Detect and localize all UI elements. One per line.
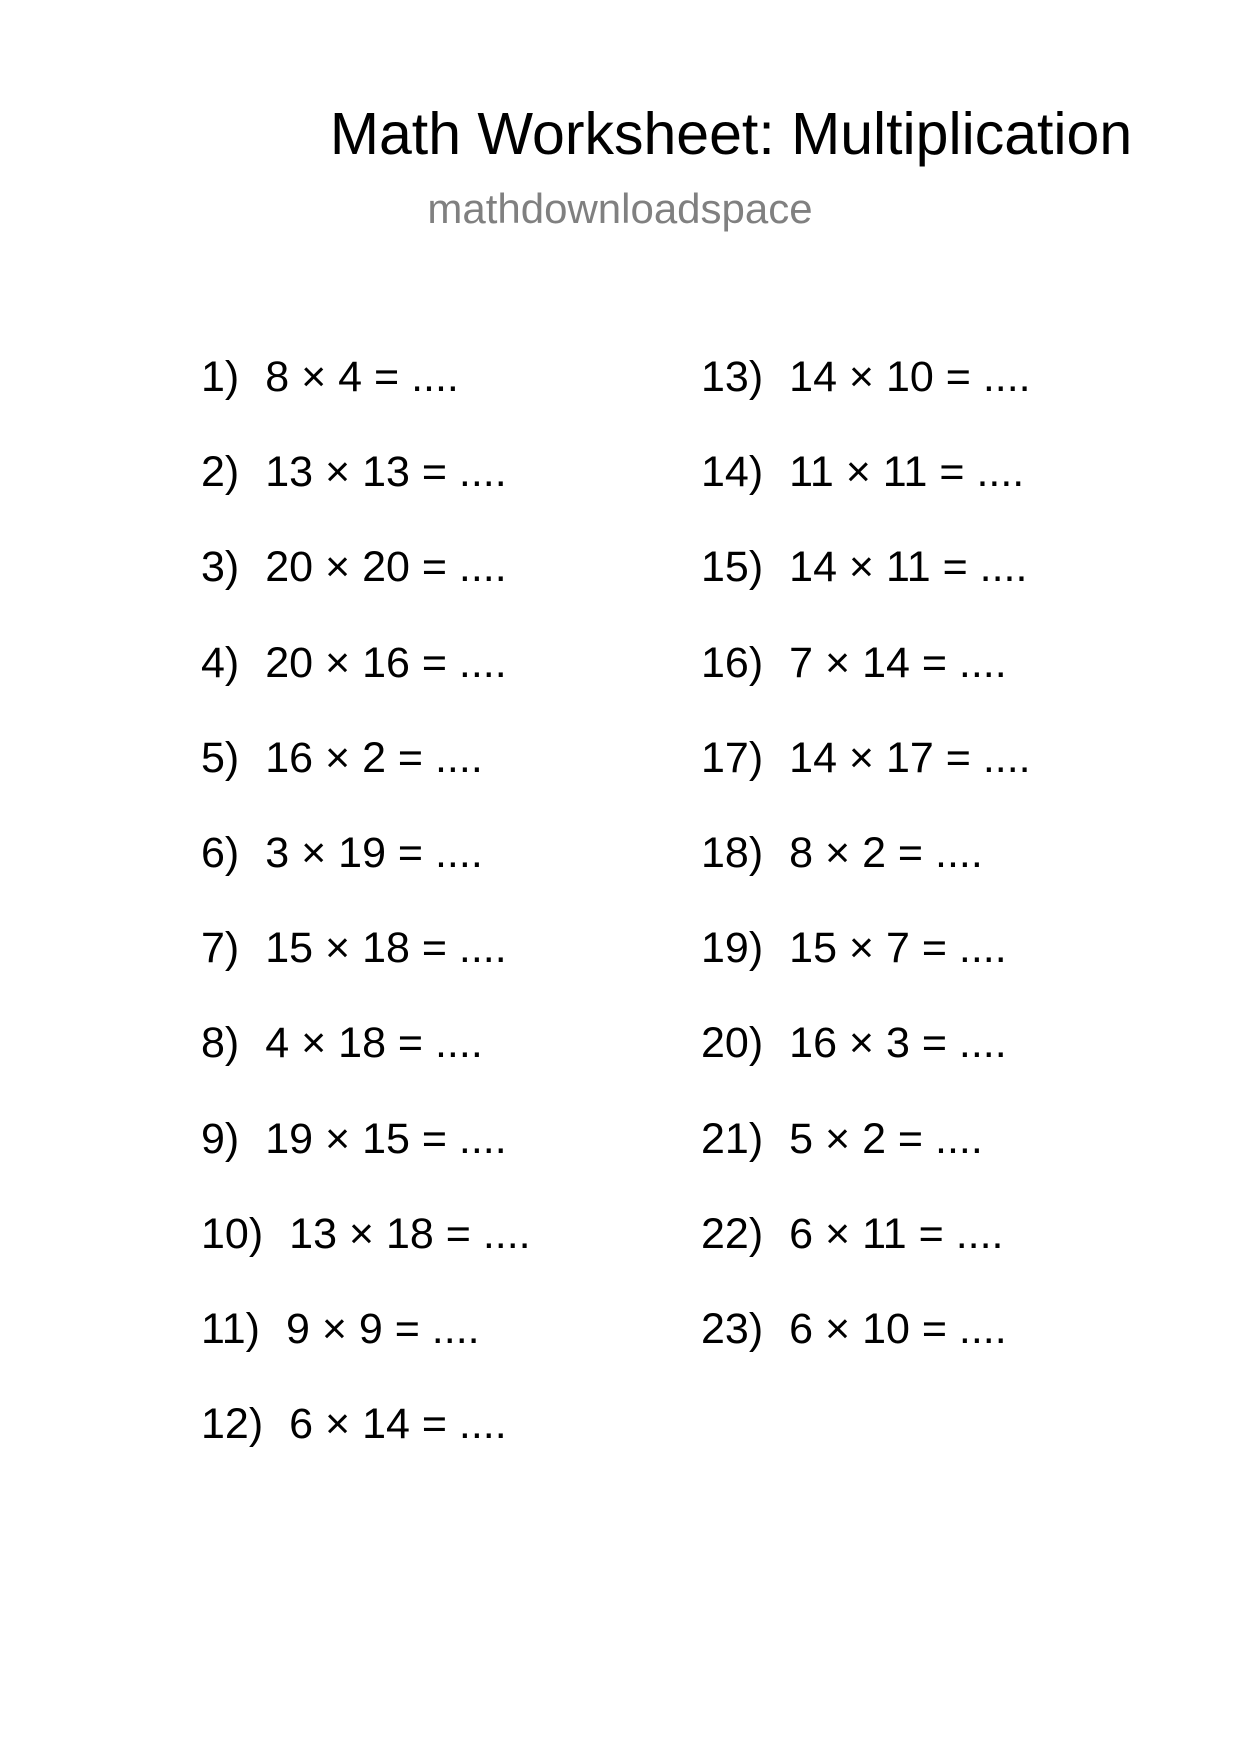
problem-expression: 16 × 3 = ....	[789, 1019, 1007, 1068]
problem-number: 23)	[701, 1304, 764, 1353]
problem-number: 14)	[701, 448, 764, 497]
problem-number: 18)	[701, 828, 764, 877]
problem-number: 13)	[701, 353, 764, 401]
problem-expression: 14 × 11 = ....	[789, 543, 1028, 592]
problem-number: 3)	[201, 543, 240, 592]
problem-number: 15)	[701, 543, 764, 592]
problem-expression: 9 × 9 = ....	[285, 1304, 480, 1353]
problems-column-right	[701, 352, 1031, 1399]
problem-expression: 5 × 2 = ....	[789, 1114, 983, 1163]
problem-item	[201, 638, 531, 733]
problem-item	[201, 828, 531, 923]
problem-item	[701, 1209, 1031, 1304]
problem-expression: 16 × 2 = ....	[265, 733, 483, 782]
worksheet-title: Math Worksheet: Multiplication	[329, 101, 1133, 167]
problem-expression: 13 × 18 = ....	[289, 1209, 531, 1258]
problem-expression: 19 × 15 = ....	[265, 1114, 507, 1163]
problem-number: 2)	[201, 448, 240, 497]
problem-item	[201, 733, 531, 828]
problem-expression: 8 × 2 = ....	[789, 828, 983, 877]
problem-number: 17)	[701, 733, 764, 782]
problem-expression: 3 × 19 = ....	[265, 828, 483, 877]
problem-item	[201, 447, 531, 542]
problem-item	[701, 733, 1031, 828]
problem-item	[201, 1114, 531, 1209]
problem-number: 22)	[701, 1209, 764, 1258]
problem-expression: 6 × 10 = ....	[789, 1304, 1007, 1353]
problem-item	[701, 542, 1031, 637]
problem-expression: 15 × 18 = ....	[265, 924, 507, 973]
problem-item	[701, 447, 1031, 542]
problem-item	[701, 352, 1031, 447]
problem-expression: 8 × 4 = ....	[265, 353, 459, 401]
problem-expression: 20 × 20 = ....	[265, 543, 507, 592]
problem-number: 8)	[201, 1019, 240, 1068]
problem-item	[701, 1304, 1031, 1399]
problem-item	[201, 352, 531, 447]
problem-expression: 11 × 11 = ....	[789, 448, 1025, 497]
problem-item	[701, 1018, 1031, 1113]
problem-number: 9)	[201, 1114, 240, 1163]
problem-expression: 14 × 10 = ....	[789, 353, 1031, 401]
problem-expression: 4 × 18 = ....	[265, 1019, 483, 1068]
problem-number: 11)	[201, 1304, 260, 1353]
problem-item	[701, 638, 1031, 733]
worksheet-subtitle: mathdownloadspace	[427, 185, 813, 232]
problem-number: 1)	[201, 353, 240, 401]
problem-item	[201, 1304, 531, 1399]
problem-number: 6)	[201, 828, 240, 877]
problem-item	[701, 1114, 1031, 1209]
problem-item	[701, 828, 1031, 923]
problem-item	[701, 923, 1031, 1018]
problem-item	[201, 1399, 531, 1494]
problem-item	[201, 923, 531, 1018]
problem-expression: 13 × 13 = ....	[265, 448, 507, 497]
problem-number: 7)	[201, 924, 240, 973]
problem-number: 10)	[201, 1209, 264, 1258]
problem-number: 12)	[201, 1400, 264, 1449]
problem-number: 16)	[701, 638, 764, 687]
problems-column-left	[201, 352, 531, 1494]
problem-number: 21)	[701, 1114, 764, 1163]
problem-expression: 15 × 7 = ....	[789, 924, 1007, 973]
problem-item	[201, 542, 531, 637]
problem-expression: 14 × 17 = ....	[789, 733, 1031, 782]
problem-item	[201, 1018, 531, 1113]
problem-item	[201, 1209, 531, 1304]
problem-number: 5)	[201, 733, 240, 782]
problem-expression: 20 × 16 = ....	[265, 638, 507, 687]
problem-number: 20)	[701, 1019, 764, 1068]
problem-number: 19)	[701, 924, 764, 973]
problem-expression: 7 × 14 = ....	[789, 638, 1007, 687]
problem-expression: 6 × 11 = ....	[789, 1209, 1004, 1258]
problem-number: 4)	[201, 638, 240, 687]
problem-expression: 6 × 14 = ....	[289, 1400, 507, 1449]
